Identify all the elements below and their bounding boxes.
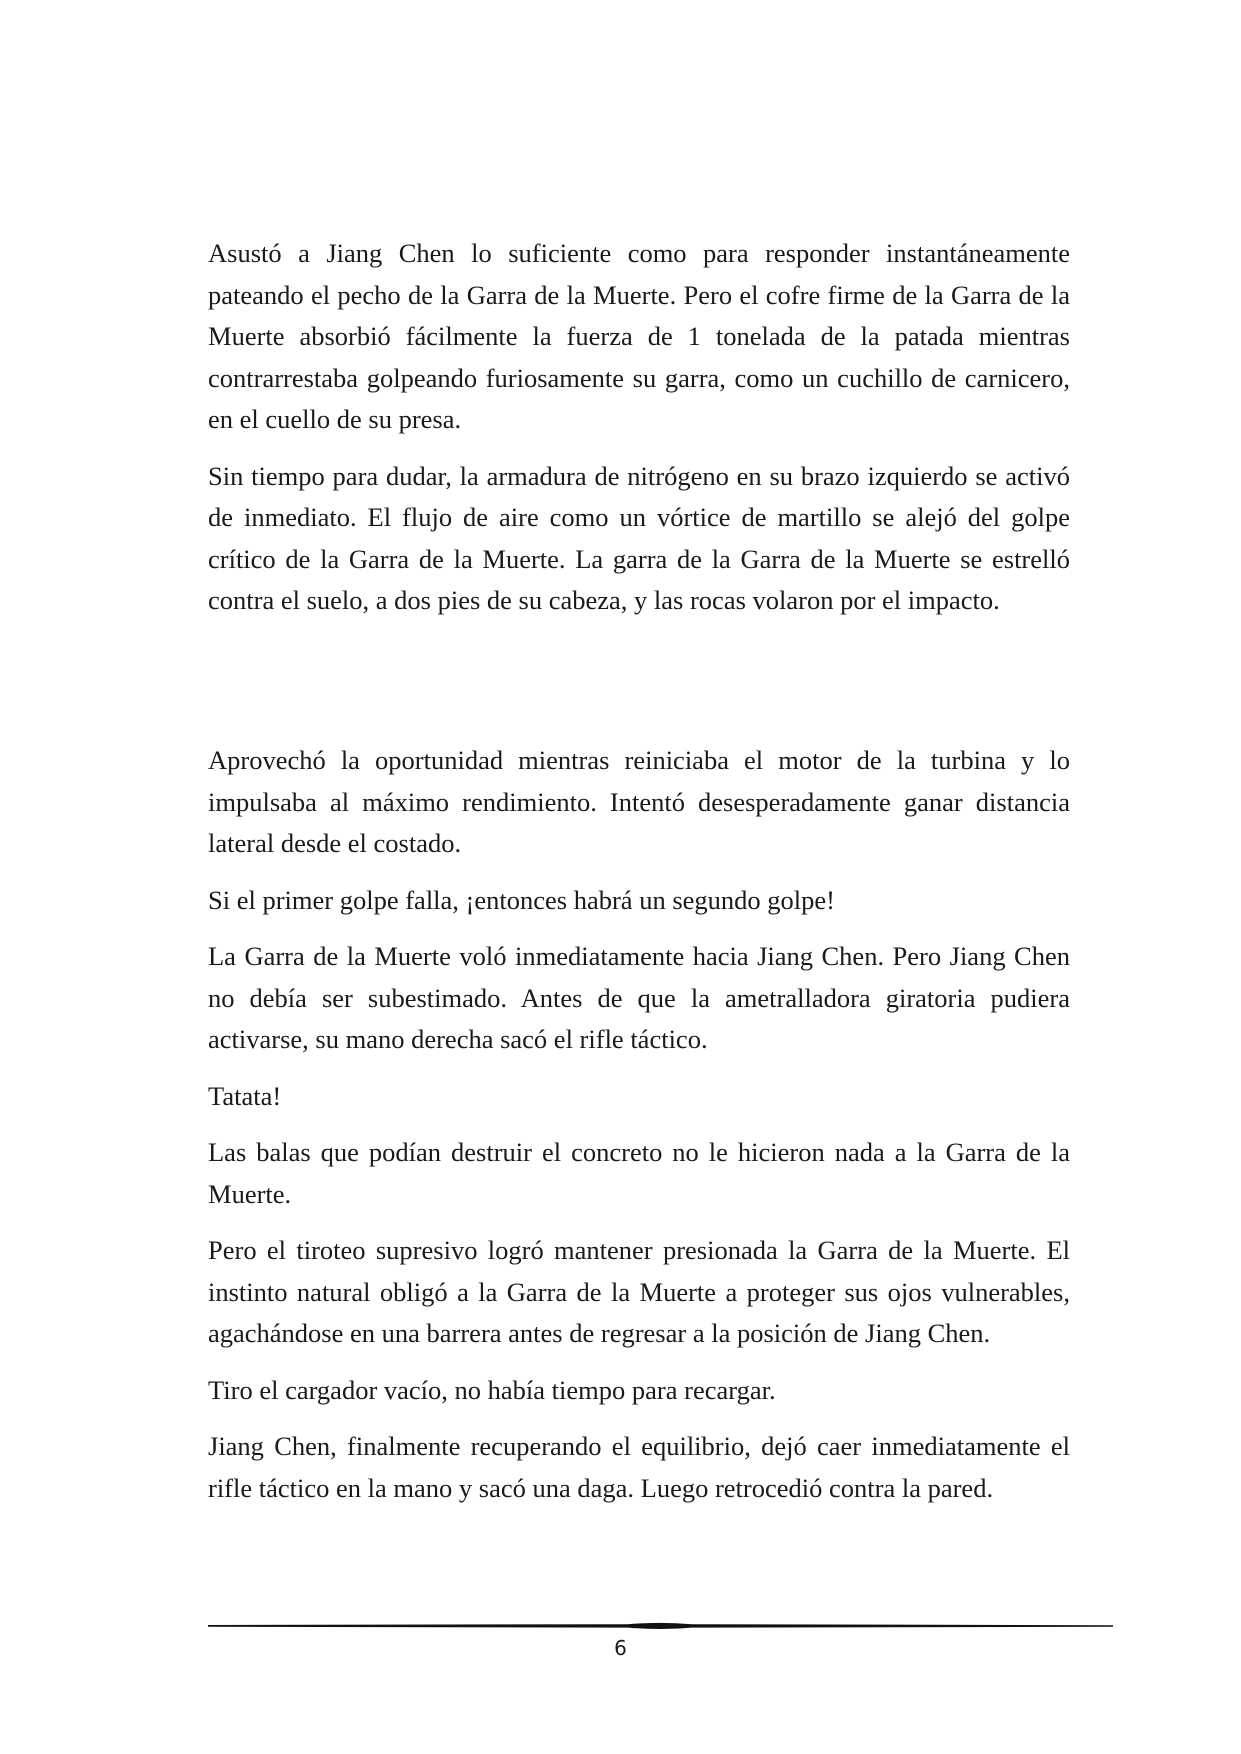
text-block-bottom [208,740,1070,1524]
paragraph: Pero el tiroteo supresivo logró mantener presionada la Garra de la Muerte. El instinto natural obligó a la Garra de la Muerte a proteger sus ojos vulnerables, agachándose en una barrera antes de regresar a la posición de Jiang Chen. [208,1235,1070,1348]
paragraph: Sin tiempo para dudar, la armadura de nitrógeno en su brazo izquierdo se activó de inmediato. El flujo de aire como un vórtice de martillo se alejó del golpe crítico de la Garra de la Muerte. La garra de la Garra de la Muerte se estrelló contra el suelo, a dos pies de su cabeza, y las rocas volaron por el impacto. [208,460,1070,615]
paragraph: Aprovechó la oportunidad mientras reiniciaba el motor de la turbina y lo impulsaba al máximo rendimiento. Intentó desesperadamente ganar distancia lateral desde el costado. [208,745,1070,858]
paragraph: La Garra de la Muerte voló inmediatamente hacia Jiang Chen. Pero Jiang Chen no debía ser subestimado. Antes de que la ametralladora giratoria pudiera activarse, su mano derecha sacó el rifle táctico. [208,941,1070,1054]
paragraph: Asustó a Jiang Chen lo suficiente como para responder instantáneamente pateando el pecho de la Garra de la Muerte. Pero el cofre firme de la Garra de la Muerte absorbió fácilmente la fuerza de 1 tonelada de la patada mientras contrarrestaba golpeando furiosamente su garra, como un cuchillo de carnicero, en el cuello de su presa. [208,238,1070,434]
page-number: 6 [614,1636,627,1660]
paragraph: Jiang Chen, finalmente recuperando el equilibrio, dejó caer inmediatamente el rifle táctico en la mano y sacó una daga. Luego retrocedió contra la pared. [208,1431,1070,1503]
paragraph: Las balas que podían destruir el concreto no le hicieron nada a la Garra de la Muerte. [208,1137,1070,1209]
paragraph: Si el primer golpe falla, ¡entonces habrá un segundo golpe! [208,884,835,915]
paragraph: Tatata! [208,1080,282,1111]
text-block-top [208,233,1070,637]
footer-rule [208,1620,1113,1632]
paragraph: Tiro el cargador vacío, no había tiempo para recargar. [208,1374,776,1405]
